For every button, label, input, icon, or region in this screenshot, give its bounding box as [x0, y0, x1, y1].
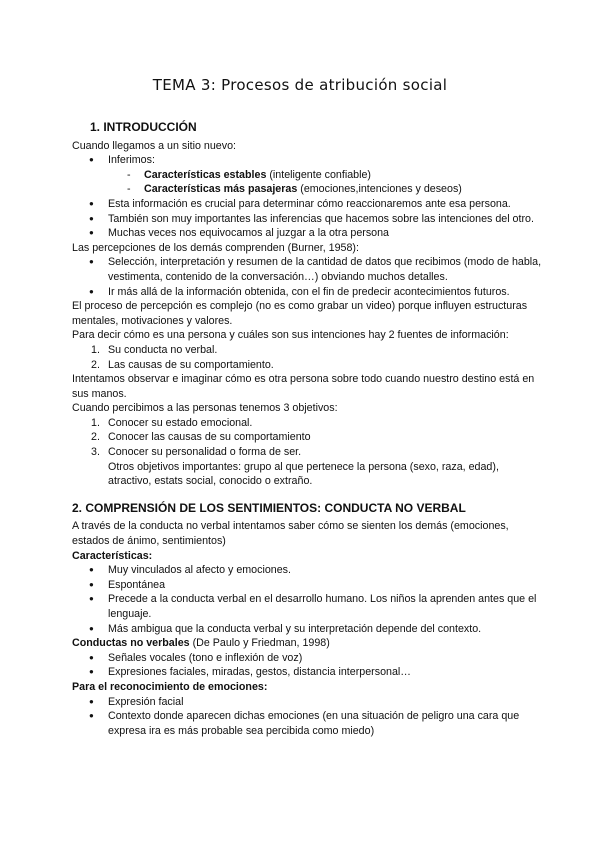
- paragraph: Las percepciones de los demás comprenden (Burner, 1958):: [72, 241, 359, 254]
- list-item: ● Señales vocales (tono e inflexión de voz): [72, 651, 542, 666]
- paragraph: El proceso de percepción es complejo (no es como grabar un video) porque influyen estructuras mentales, motivaciones y valores.: [72, 300, 528, 327]
- list-item: ● Esta información es crucial para determinar cómo reaccionaremos ante esa persona.: [72, 197, 542, 212]
- list-item: ● Precede a la conducta verbal en el desarrollo humano. Los niños la aprenden antes que el lenguaje.: [72, 592, 542, 621]
- document-title: TEMA 3: Procesos de atribución social: [152, 76, 448, 94]
- list-item: ● Expresiones faciales, miradas, gestos, distancia interpersonal…: [72, 665, 542, 680]
- list-item: [72, 445, 542, 460]
- term-detail: (emociones,intenciones y deseos): [297, 183, 462, 196]
- list-number: 2.: [91, 358, 100, 371]
- list-text: Su conducta no verbal.: [108, 343, 218, 356]
- section-1-heading: 1. INTRODUCCIÓN: [90, 120, 197, 134]
- numbered-list: [72, 343, 542, 372]
- bullet-list: [72, 255, 542, 299]
- bullet-list: [72, 153, 542, 241]
- paragraph: Cuando percibimos a las personas tenemos 3 objetivos:: [72, 402, 338, 415]
- bold-term: Características más pasajeras: [144, 183, 298, 196]
- paragraph: Otros objetivos importantes: grupo al que pertenece la persona (sexo, raza, edad), atractivo, estats social, conocido o extraño.: [108, 460, 499, 488]
- list-text: Conocer su estado emocional.: [108, 416, 253, 429]
- paragraph: [72, 636, 542, 651]
- list-item: [72, 358, 542, 373]
- bullet-list: [72, 563, 542, 636]
- list-item: ● Selección, interpretación y resumen de la cantidad de datos que recibimos (modo de habla, vestimenta, contenido de la conversación…) obviando muchos detalles.: [72, 255, 542, 284]
- list-item: ● Expresión facial: [72, 695, 542, 710]
- list-item: [72, 416, 542, 431]
- list-item: ● Inferimos:: [72, 153, 542, 168]
- paragraph: Para decir cómo es una persona y cuáles son sus intenciones hay 2 fuentes de información:: [72, 329, 509, 342]
- list-item: [72, 182, 542, 197]
- list-number: 2.: [91, 431, 100, 444]
- subheading: Características:: [72, 549, 153, 562]
- paragraph: Intentamos observar e imaginar cómo es otra persona sobre todo cuando nuestro destino está en sus manos.: [72, 373, 535, 400]
- list-number: 1.: [91, 416, 100, 429]
- document-body: [72, 118, 542, 738]
- list-item: ● Espontánea: [72, 578, 542, 593]
- list-text: Las causas de su comportamiento.: [108, 358, 274, 371]
- list-item: ● También son muy importantes las inferencias que hacemos sobre las intenciones del otro.: [72, 212, 542, 227]
- list-number: 1.: [91, 343, 100, 356]
- list-item: ● Muy vinculados al afecto y emociones.: [72, 563, 542, 578]
- bullet-list: [72, 695, 542, 739]
- section-2-heading: 2. COMPRENSIÓN DE LOS SENTIMIENTOS: CONDUCTA NO VERBAL: [72, 500, 466, 515]
- list-item: ● Contexto donde aparecen dichas emociones (en una situación de peligro una cara que expresa ira es más probable sea percibida como miedo): [72, 709, 542, 738]
- list-number: 3.: [91, 446, 100, 459]
- term-detail: (inteligente confiable): [266, 168, 371, 181]
- paragraph: Cuando llegamos a un sitio nuevo:: [72, 139, 236, 152]
- bold-term: Conductas no verbales: [72, 637, 190, 650]
- term-detail: (De Paulo y Friedman, 1998): [189, 637, 330, 650]
- bullet-list: [72, 651, 542, 680]
- list-item: [72, 168, 542, 183]
- list-item: [72, 430, 542, 445]
- bold-term: Características estables: [144, 168, 267, 181]
- list-text: Conocer su personalidad o forma de ser.: [108, 446, 302, 459]
- list-item: ● Más ambigua que la conducta verbal y su interpretación depende del contexto.: [72, 622, 542, 637]
- subheading: Para el reconocimiento de emociones:: [72, 680, 268, 693]
- list-item: ● Ir más allá de la información obtenida, con el fin de predecir acontecimientos futuros.: [72, 285, 542, 300]
- list-item: [72, 343, 542, 358]
- paragraph: A través de la conducta no verbal intentamos saber cómo se sienten los demás (emociones, estados de ánimo, sentimientos): [72, 520, 509, 548]
- list-item: ● Muchas veces nos equivocamos al juzgar a la otra persona: [72, 226, 542, 241]
- list-text: Conocer las causas de su comportamiento: [108, 431, 311, 444]
- numbered-list: [72, 416, 542, 460]
